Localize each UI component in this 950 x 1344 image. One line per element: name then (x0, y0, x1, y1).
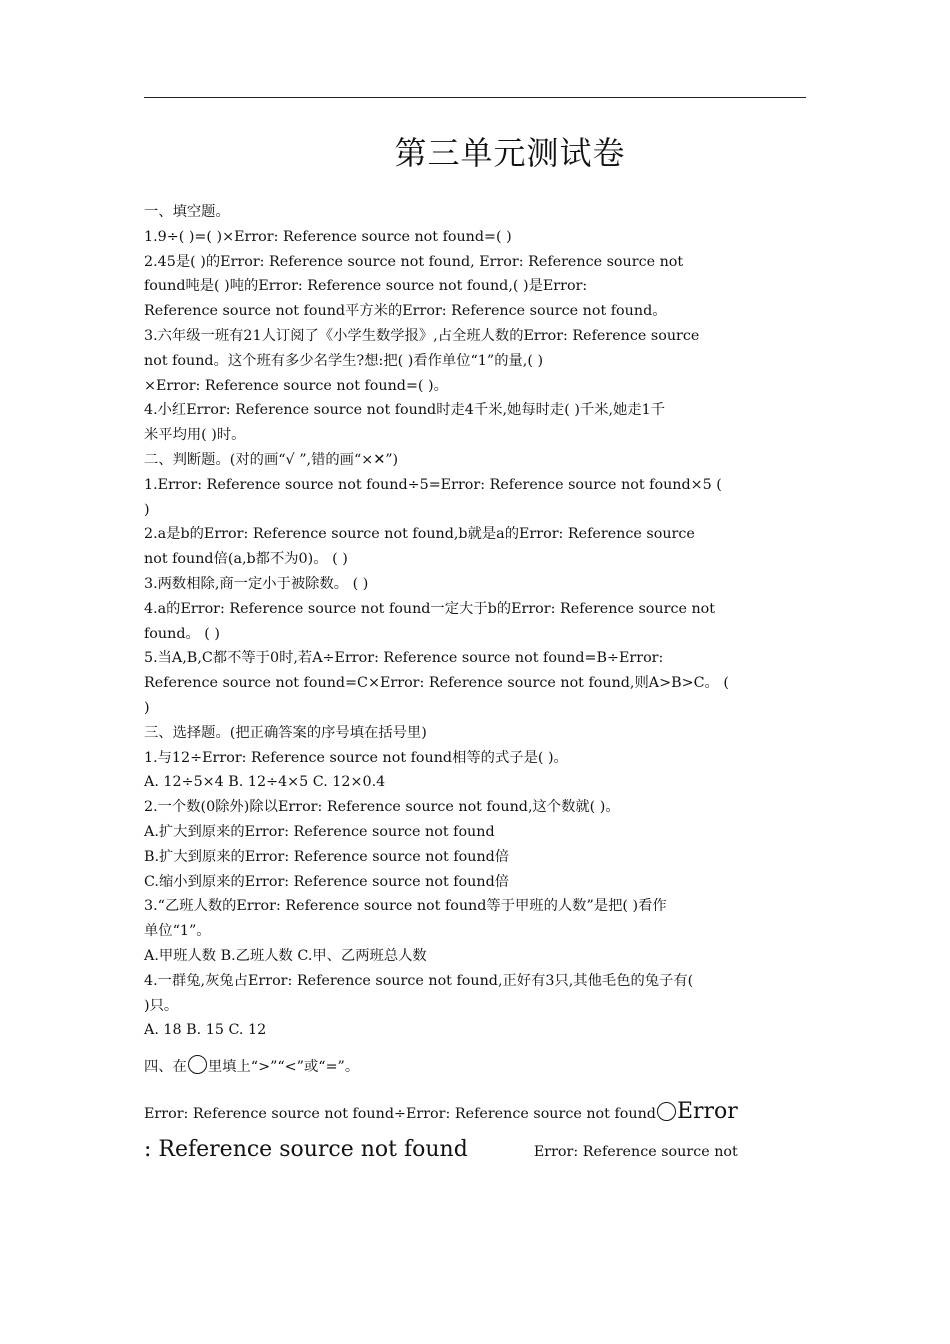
page-title: 第三单元测试卷 (394, 134, 626, 172)
text-line: 4.小红Error: Reference source not found时走4千米,她每时走( )千米,她走1千 (144, 402, 666, 419)
text-line: 1.与12÷Error: Reference source not found相等的式子是( )。 (144, 749, 568, 766)
heading-part: 里填上“>”“<”或“=”。 (207, 1059, 360, 1076)
text-line: Reference source not found=C×Error: Reference source not found,则A>B>C。 ( (144, 675, 729, 692)
compare-row (144, 1128, 806, 1172)
text-line: 米平均用( )时。 (144, 427, 246, 444)
text-line: not found倍(a,b都不为0)。 ( ) (144, 551, 348, 568)
compare-expression: Error: Reference source not (533, 1143, 738, 1160)
text-line: A. 18 B. 15 C. 12 (144, 1022, 267, 1039)
circle-icon (657, 1102, 676, 1121)
text-line: not found。这个班有多少名学生?想:把( )看作单位“1”的量,( ) (144, 352, 544, 369)
circle-icon (188, 1055, 207, 1074)
text-line: 4.一群兔,灰兔占Error: Reference source not found,正好有3只,其他毛色的兔子有( (144, 972, 694, 989)
text-line: A.甲班人数 B.乙班人数 C.甲、乙两班总人数 (144, 947, 427, 964)
section-heading-compare (144, 1055, 806, 1080)
document-body (144, 200, 806, 1172)
text-line: 3.两数相除,商一定小于被除数。 ( ) (144, 575, 369, 592)
text-line: found。 ( ) (144, 625, 221, 642)
text-line: Reference source not found平方米的Error: Reference source not found。 (144, 303, 667, 320)
text-line: 2.45是( )的Error: Reference source not found, Error: Reference source not (144, 253, 684, 270)
section-heading-true-false: 二、判断题。(对的画“√ ”,错的画“×✕”) (144, 451, 399, 468)
compare-expression-large: Error (676, 1098, 738, 1124)
compare-expression-large: : Reference source not found (144, 1136, 468, 1162)
text-line: 1.Error: Reference source not found÷5=Error: Reference source not found×5 ( (144, 476, 722, 493)
text-line: A.扩大到原来的Error: Reference source not found (144, 823, 495, 840)
text-line: ) (144, 501, 150, 518)
compare-expression: Error: Reference source not found÷Error: Reference source not found (144, 1105, 656, 1122)
header-rule (144, 97, 806, 98)
section-heading-fill-blank: 一、填空题。 (144, 204, 230, 220)
text-line: 3.“乙班人数的Error: Reference source not found等于甲班的人数”是把( )看作 (144, 898, 667, 915)
compare-row (144, 1100, 806, 1128)
text-line: 3.六年级一班有21人订阅了《小学生数学报》,占全班人数的Error: Reference source (144, 327, 700, 344)
text-line: ) (144, 699, 150, 716)
section-heading-multiple-choice: 三、选择题。(把正确答案的序号填在括号里) (144, 724, 427, 741)
text-line: 4.a的Error: Reference source not found一定大于b的Error: Reference source not (144, 600, 716, 617)
text-line: found吨是( )吨的Error: Reference source not found,( )是Error: (144, 278, 588, 295)
text-line: A. 12÷5×4 B. 12÷4×5 C. 12×0.4 (144, 774, 386, 791)
text-line: B.扩大到原来的Error: Reference source not found倍 (144, 848, 510, 865)
text-line: 2.一个数(0除外)除以Error: Reference source not found,这个数就( )。 (144, 799, 620, 816)
text-line: 单位“1”。 (144, 923, 211, 940)
text-line: 5.当A,B,C都不等于0时,若A÷Error: Reference source not found=B÷Error: (144, 650, 664, 667)
heading-part: 四、在 (144, 1059, 187, 1076)
text-line: 2.a是b的Error: Reference source not found,b就是a的Error: Reference source (144, 526, 695, 543)
text-line: ×Error: Reference source not found=( )。 (144, 377, 448, 394)
text-line: C.缩小到原来的Error: Reference source not found倍 (144, 873, 510, 890)
text-line: )只。 (144, 997, 179, 1014)
text-line: 1.9÷( )=( )×Error: Reference source not found=( ) (144, 228, 512, 245)
